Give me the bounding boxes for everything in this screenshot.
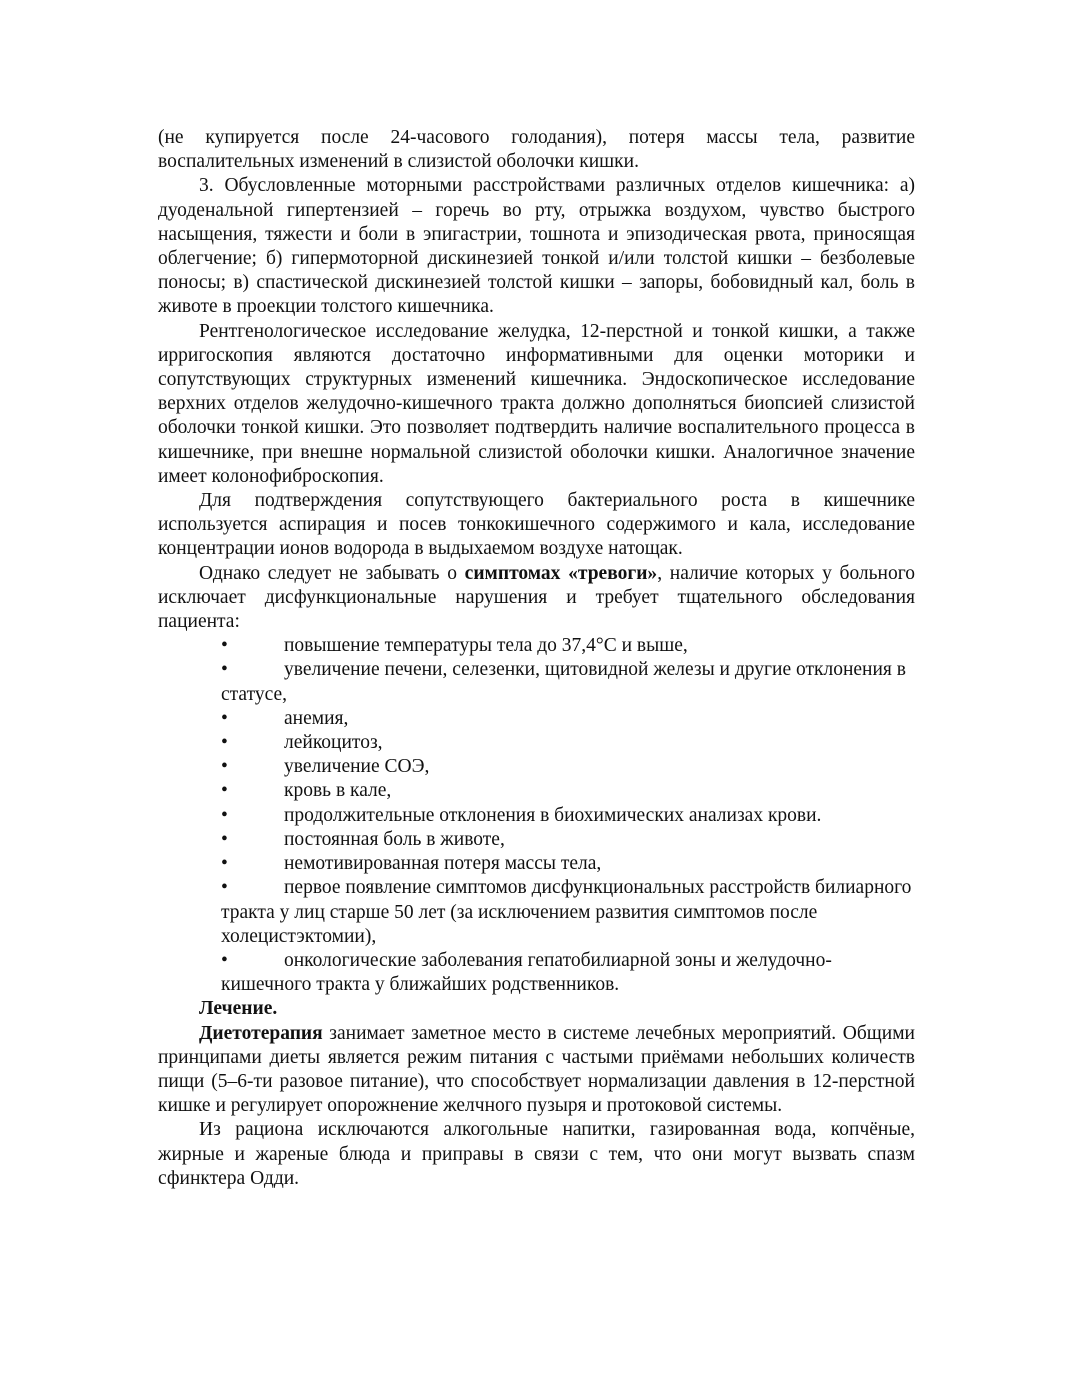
list-item-text: продолжительные отклонения в биохимических анализах крови. (284, 804, 822, 826)
bullet-icon: • (221, 756, 228, 778)
paragraph-diet-therapy (158, 1022, 915, 1119)
bullet-icon: • (221, 804, 228, 826)
bullet-icon: • (221, 659, 228, 681)
document-page (158, 126, 915, 1191)
bullet-icon: • (221, 635, 228, 657)
alarm-intro-rest: , наличие которых у больного исключает дисфункциональные нарушения и требует тщательного обследования пациента: (158, 562, 916, 633)
paragraph-bacterial-growth: Для подтверждения сопутствующего бактериального роста в кишечнике используется аспирация и посев тонкокишечного содержимого и кала, исследование концентрации ионов водорода в выдыхаемом воздухе натощак. (158, 490, 915, 560)
list-item-text: кровь в кале, (284, 780, 392, 802)
bullet-icon: • (221, 780, 228, 802)
bullet-icon: • (221, 949, 228, 971)
bullet-icon: • (221, 853, 228, 875)
list-item (221, 755, 915, 779)
alarm-symptoms-list (158, 634, 915, 997)
bullet-icon: • (221, 877, 228, 899)
list-item (221, 852, 915, 876)
bullet-icon: • (221, 828, 228, 850)
paragraph-motor-disorders: 3. Обусловленные моторными расстройствами различных отделов кишечника: а) дуоденальной гипертензией – горечь во рту, отрыжка воздухом, чувство быстрого насыщения, тяжести и боли в эпигастрии, тошнота и эпизодическая рвота, приносящая облегчение; б) гипермоторной дискинезией тонкой и/или толстой кишки – безболевые поносы; в) спастической дискинезией толстой кишки – запоры, бобовидный кал, боль в животе в проекции толстого кишечника. (158, 175, 915, 318)
bullet-icon: • (221, 707, 228, 729)
list-item (221, 876, 915, 949)
list-item-text: немотивированная потеря массы тела, (284, 853, 602, 875)
list-item-text: повышение температуры тела до 37,4°С и выше, (284, 635, 688, 657)
list-item-text: увеличение печени, селезенки, щитовидной железы и другие отклонения в статусе, (221, 659, 906, 705)
list-item-text: постоянная боль в животе, (284, 828, 505, 850)
list-item-text: первое появление симптомов дисфункциональных расстройств билиарного тракта у лиц старше 50 лет (за исключением развития симптомов после холецистэктомии), (221, 877, 912, 947)
list-item-text: лейкоцитоз, (284, 732, 383, 754)
list-item (221, 949, 915, 997)
diet-therapy-text: занимает заметное место в системе лечебных мероприятий. Общими принципами диеты является режим питания с частыми приёмами небольших количеств пищи (5–6-ти разовое питание), что способствует нормализации давления в 12-перстной кишке и регулирует опорожнение желчного пузыря и протоковой системы. (158, 1022, 915, 1117)
paragraph-radiology: Рентгенологическое исследование желудка, 12-перстной и тонкой кишки, а также ирригоскопия являются достаточно информативными для оценки моторики и сопутствующих структурных изменений кишечника. Эндоскопическое исследование верхних отделов желудочно-кишечного тракта должно дополняться биопсией слизистой оболочки тонкой кишки. Это позволяет подтвердить наличие воспалительного процесса в кишечнике, при внешне нормальной слизистой оболочки кишки. Аналогичное значение имеет колонофиброскопия. (158, 320, 915, 487)
list-item-text: увеличение СОЭ, (284, 756, 430, 778)
bullet-icon: • (221, 732, 228, 754)
list-item-text: онкологические заболевания гепатобилиарной зоны и желудочно-кишечного тракта у ближайших родственников. (221, 949, 832, 996)
paragraph-continuation: (не купируется после 24-часового голодания), потеря массы тела, развитие воспалительных изменений в слизистой оболочки кишки. (158, 127, 915, 173)
list-item (221, 731, 915, 755)
section-heading-treatment: Лечение. (199, 998, 278, 1020)
list-item (221, 634, 915, 658)
alarm-intro-text: Однако следует не забывать о (199, 562, 465, 584)
diet-therapy-term: Диетотерапия (199, 1022, 323, 1044)
paragraph-diet-exclusions: Из рациона исключаются алкогольные напитки, газированная вода, копчёные, жирные и жареные блюда и приправы в связи с тем, что они могут вызвать спазм сфинктера Одди. (158, 1119, 915, 1189)
list-item-text: анемия, (284, 707, 349, 729)
list-item (221, 658, 915, 706)
list-item (221, 804, 915, 828)
paragraph-alarm-intro (158, 562, 915, 635)
list-item (221, 779, 915, 803)
list-item (221, 828, 915, 852)
alarm-term-bold: симптомах «тревоги» (464, 562, 658, 584)
list-item (221, 707, 915, 731)
